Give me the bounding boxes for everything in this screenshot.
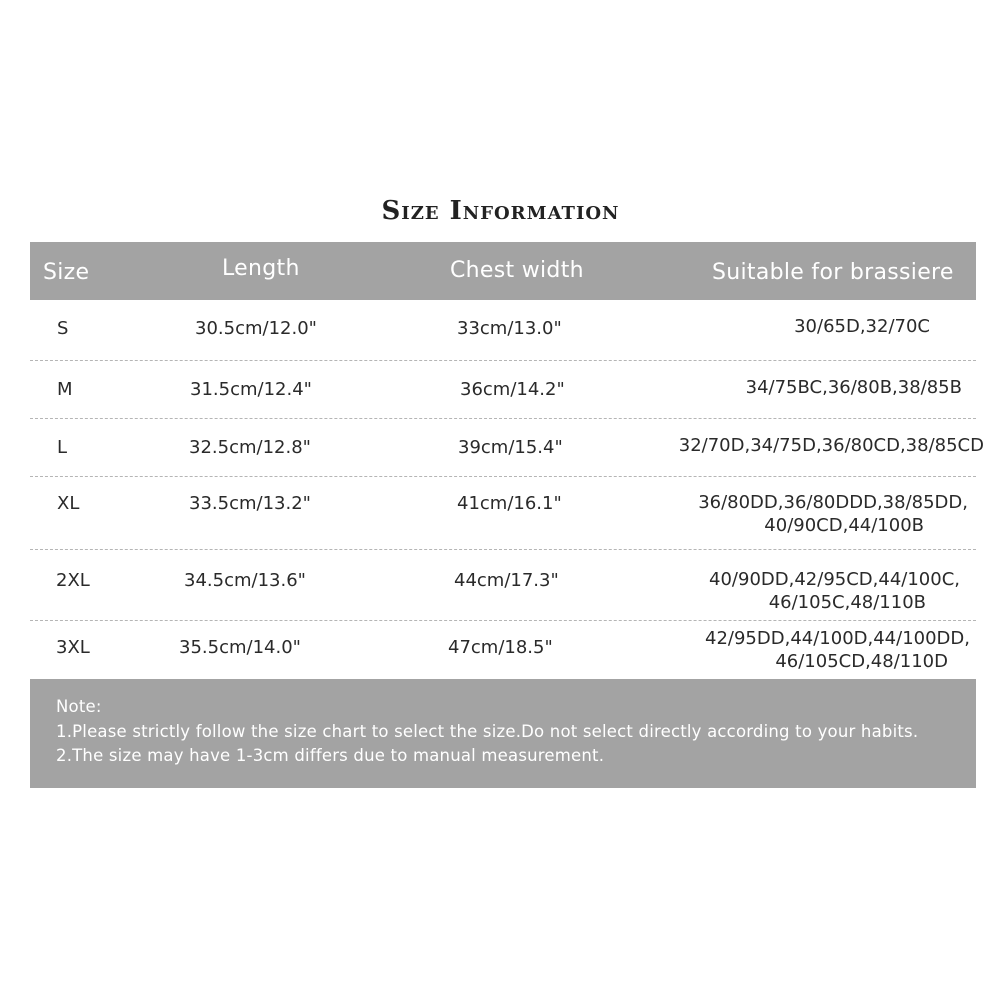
cell-chest: 36cm/14.2" — [460, 379, 565, 400]
cell-size: XL — [57, 493, 80, 514]
cell-length: 34.5cm/13.6" — [184, 570, 306, 591]
table-row — [30, 428, 984, 476]
cell-chest: 39cm/15.4" — [458, 437, 563, 458]
table-row — [30, 626, 976, 676]
table-row — [30, 560, 976, 618]
cell-length: 32.5cm/12.8" — [189, 437, 311, 458]
cell-suitable-line2: 46/105C,48/110B — [768, 592, 926, 613]
page-title: Size Information — [381, 196, 620, 226]
cell-length: 33.5cm/13.2" — [189, 493, 311, 514]
cell-suitable-line1: 36/80DD,36/80DDD,38/85DD, — [698, 492, 968, 513]
cell-suitable-line1: 40/90DD,42/95CD,44/100C, — [709, 569, 960, 590]
note-box — [30, 679, 976, 788]
cell-length: 31.5cm/12.4" — [190, 379, 312, 400]
header-size: Size — [43, 260, 90, 285]
table-header — [30, 242, 976, 300]
header-length: Length — [222, 256, 300, 281]
note-line-1: 1.Please strictly follow the size chart to select the size.Do not select directly according to your habits. — [56, 722, 919, 741]
header-suitable: Suitable for brassiere — [712, 260, 954, 285]
cell-chest: 33cm/13.0" — [457, 318, 562, 339]
row-divider — [30, 418, 976, 419]
table-row — [30, 310, 976, 360]
row-divider — [30, 549, 976, 550]
cell-suitable: 30/65D,32/70C — [794, 316, 930, 337]
cell-suitable: 32/70D,34/75D,36/80CD,38/85CD — [678, 435, 984, 456]
row-divider — [30, 360, 976, 361]
cell-length: 35.5cm/14.0" — [179, 637, 301, 658]
cell-size: M — [57, 379, 73, 400]
cell-size: S — [57, 318, 69, 339]
cell-suitable-line1: 42/95DD,44/100D,44/100DD, — [705, 628, 970, 649]
cell-chest: 47cm/18.5" — [448, 637, 553, 658]
row-divider — [30, 476, 976, 477]
cell-suitable: 34/75BC,36/80B,38/85B — [745, 377, 962, 398]
note-heading: Note: — [56, 697, 102, 716]
header-chest-width: Chest width — [450, 258, 584, 283]
cell-size: 3XL — [56, 637, 90, 658]
table-row — [30, 486, 976, 548]
cell-chest: 44cm/17.3" — [454, 570, 559, 591]
cell-chest: 41cm/16.1" — [457, 493, 562, 514]
cell-size: L — [57, 437, 68, 458]
cell-length: 30.5cm/12.0" — [195, 318, 317, 339]
note-line-2: 2.The size may have 1-3cm differs due to manual measurement. — [56, 746, 605, 765]
table-row — [30, 370, 976, 418]
cell-suitable-line2: 46/105CD,48/110D — [775, 651, 948, 672]
row-divider — [30, 620, 976, 621]
cell-size: 2XL — [56, 570, 90, 591]
cell-suitable-line2: 40/90CD,44/100B — [764, 515, 924, 536]
